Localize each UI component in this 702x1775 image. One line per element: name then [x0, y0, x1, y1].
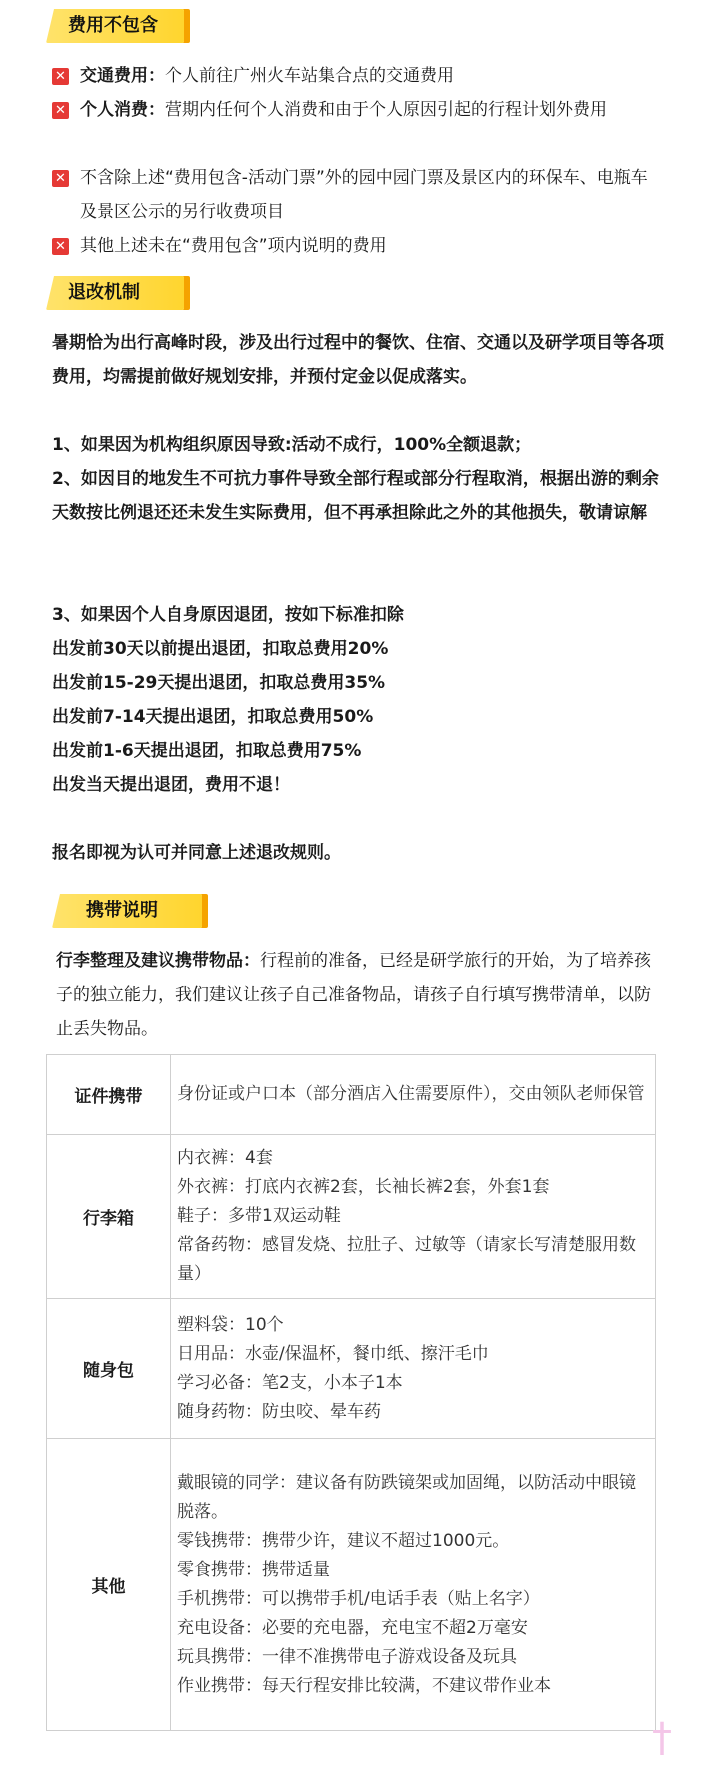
item-line: 作业携带：每天行程安排比较满，不建议带作业本	[177, 1675, 551, 1696]
refund-intro: 暑期恰为出行高峰时段，涉及出行过程中的餐饮、住宿、交通以及研学项目等各项费用，均需提前做好规划安排，并预付定金以促成落实。	[52, 333, 664, 387]
category-cell: 其他	[47, 1439, 171, 1731]
item-line: 戴眼镜的同学：建议备有防跌镜架或加固绳，以防活动中眼镜脱落。	[177, 1472, 636, 1522]
item-line: 内衣裤：4套	[177, 1148, 273, 1168]
item-line: 鞋子：多带1双运动鞋	[177, 1206, 341, 1226]
item-line: 常备药物：感冒发烧、拉肚子、过敏等（请家长写清楚服用数量）	[177, 1235, 636, 1284]
close-icon: ✕	[52, 238, 69, 255]
item-line: 玩具携带：一律不准携带电子游戏设备及玩具	[177, 1646, 517, 1667]
item-line: 外衣裤：打底内衣裤2套，长袖长裤2套，外套1套	[177, 1177, 550, 1197]
items-cell	[171, 1439, 656, 1731]
item-line: 学习必备：笔2支，小本子1本	[177, 1372, 403, 1393]
refund-rule-2: 2、如因目的地发生不可抗力事件导致全部行程或部分行程取消，根据出游的剩余天数按比例退还还未发生实际费用，但不再承担除此之外的其他损失，敬请谅解	[52, 469, 659, 523]
section-title: 退改机制	[68, 282, 140, 303]
item-text: 其他上述未在“费用包含”项内说明的费用	[80, 236, 387, 256]
refund-tier: 出发当天提出退团，费用不退！	[52, 775, 290, 795]
item-line: 塑料袋：10个	[177, 1314, 284, 1335]
item-text: 个人前往广州火车站集合点的交通费用	[165, 66, 454, 86]
item-line: 充电设备：必要的充电器，充电宝不超2万毫安	[177, 1617, 528, 1638]
item-line: 日用品：水壶/保温杯，餐巾纸、擦汗毛巾	[177, 1343, 489, 1364]
table-row	[47, 1299, 656, 1439]
refund-agree: 报名即视为认可并同意上述退改规则。	[52, 843, 341, 863]
items-cell	[171, 1299, 656, 1439]
item-line: 手机携带：可以携带手机/电话手表（贴上名字）	[177, 1588, 540, 1609]
section-tag-carry	[52, 894, 202, 928]
close-icon: ✕	[52, 102, 69, 119]
refund-tier: 出发前1-6天提出退团，扣取总费用75%	[52, 741, 362, 761]
carry-intro-label: 行李整理及建议携带物品：	[56, 951, 260, 971]
table-row	[47, 1055, 656, 1135]
item-label: 交通费用：	[80, 66, 165, 86]
excluded-item	[52, 59, 662, 93]
refund-tier: 出发前7-14天提出退团，扣取总费用50%	[52, 707, 374, 727]
items-cell	[171, 1135, 656, 1299]
section-title: 费用不包含	[68, 15, 158, 36]
item-line: 零食携带：携带适量	[177, 1559, 330, 1580]
section-tag-refund	[46, 276, 184, 310]
category-cell: 行李箱	[47, 1135, 171, 1299]
refund-rule-3: 3、如果因个人自身原因退团，按如下标准扣除	[52, 605, 404, 625]
items-cell	[171, 1055, 656, 1135]
item-line: 身份证或户口本（部分酒店入住需要原件），交由领队老师保管	[177, 1084, 645, 1104]
excluded-item	[52, 93, 662, 127]
carry-intro-text: 行程前的准备，已经是研学旅行的开始，为了培养孩子的独立能力，我们建议让孩子自己准备物品，请孩子自行填写携带清单，以防止丢失物品。	[56, 951, 651, 1039]
refund-tier: 出发前15-29天提出退团，扣取总费用35%	[52, 673, 386, 693]
section-tag-excluded	[46, 9, 184, 43]
item-text: 营期内任何个人消费和由于个人原因引起的行程计划外费用	[165, 100, 607, 120]
section-title: 携带说明	[86, 900, 158, 921]
category-cell: 随身包	[47, 1299, 171, 1439]
category-cell: 证件携带	[47, 1055, 171, 1135]
watermark-icon: †	[652, 1715, 672, 1761]
excluded-item	[52, 229, 662, 263]
refund-rule-1: 1、如果因为机构组织原因导致:活动不成行，100%全额退款；	[52, 435, 532, 455]
carry-intro	[56, 944, 666, 1046]
item-line: 零钱携带：携带少许，建议不超过1000元。	[177, 1530, 510, 1551]
item-label: 个人消费：	[80, 100, 165, 120]
table-row	[47, 1439, 656, 1731]
close-icon: ✕	[52, 170, 69, 187]
item-line: 随身药物：防虫咬、晕车药	[177, 1401, 381, 1422]
carry-table	[46, 1054, 656, 1731]
excluded-item	[52, 161, 662, 229]
refund-tier: 出发前30天以前提出退团，扣取总费用20%	[52, 639, 389, 659]
table-row	[47, 1135, 656, 1299]
close-icon: ✕	[52, 68, 69, 85]
item-text: 不含除上述“费用包含-活动门票”外的园中园门票及景区内的环保车、电瓶车及景区公示的另行收费项目	[80, 168, 648, 222]
